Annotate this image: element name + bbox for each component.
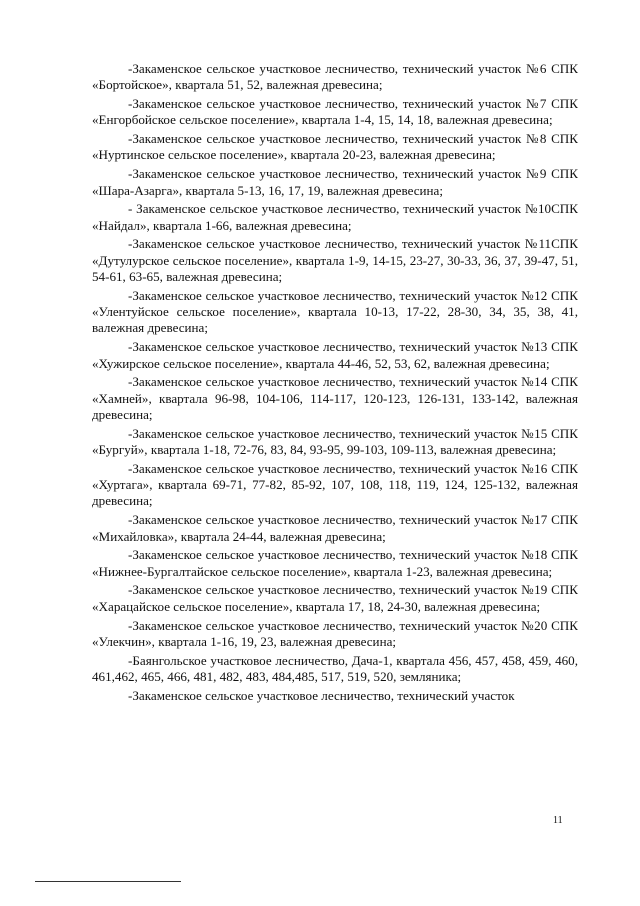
paragraph: -Закаменское сельское участковое лесничество, технический участок №15 СПК «Бургуй», квартала 1-18, 72-76, 83, 84, 93-95, 99-103, 109-113, валежная древесина; [92, 425, 578, 458]
paragraph: -Закаменское сельское участковое лесничество, технический участок №6 СПК «Бортойское», квартала 51, 52, валежная древесина; [92, 61, 578, 93]
paragraph: - Закаменское сельское участковое лесничество, технический участок №10СПК «Найдал», квартала 1-66, валежная древесина; [92, 201, 578, 233]
paragraph: -Баянгольское участковое лесничество, Дача-1, квартала 456, 457, 458, 459, 460, 461,462, 465, 466, 481, 482, 483, 484,485, 517, 519, 520, земляника; [92, 652, 578, 684]
paragraph: -Закаменское сельское участковое лесничество, технический участок [128, 687, 515, 703]
page-number: 11 [553, 815, 563, 826]
paragraph: -Закаменское сельское участковое лесничество, технический участок №19 СПК «Харацайское сельское поселение», квартала 17, 18, 24-30, валежная древесина; [92, 582, 578, 614]
paragraph: -Закаменское сельское участковое лесничество, технический участок №8 СПК «Нуртинское сельское поселение», квартала 20-23, валежная древесина; [92, 131, 578, 163]
paragraph: -Закаменское сельское участковое лесничество, технический участок №7 СПК «Енгорбойское сельское поселение», квартала 1-4, 15, 14, 18, валежная древесина; [92, 96, 578, 128]
paragraph: -Закаменское сельское участковое лесничество, технический участок №9 СПК «Шара-Азарга», квартала 5-13, 16, 17, 19, валежная древесина; [92, 166, 578, 198]
paragraph: -Закаменское сельское участковое лесничество, технический участок №14 СПК «Хамней», квартала 96-98, 104-106, 114-117, 120-123, 126-131, 133-142, валежная древесина; [92, 374, 578, 422]
document-body [92, 61, 578, 706]
paragraph: -Закаменское сельское участковое лесничество, технический участок №18 СПК «Нижнее-Бургалтайское сельское поселение», квартала 1-23, валежная древесина; [92, 547, 578, 579]
footer-rule [35, 881, 181, 882]
paragraph: -Закаменское сельское участковое лесничество, технический участок №13 СПК «Хужирское сельское поселение», квартала 44-46, 52, 53, 62, валежная древесина; [92, 339, 578, 371]
paragraph: -Закаменское сельское участковое лесничество, технический участок №16 СПК «Хуртага», квартала 69-71, 77-82, 85-92, 107, 108, 118, 119, 124, 125-132, валежная древесина; [92, 460, 578, 509]
paragraph: -Закаменское сельское участковое лесничество, технический участок №20 СПК «Улекчин», квартала 1-16, 19, 23, валежная древесина; [92, 617, 578, 649]
paragraph: -Закаменское сельское участковое лесничество, технический участок №17 СПК «Михайловка», квартала 24-44, валежная древесина; [92, 512, 578, 544]
paragraph: -Закаменское сельское участковое лесничество, технический участок №11СПК «Дутулурское сельское поселение», квартала 1-9, 14-15, 23-27, 30-33, 36, 37, 39-47, 51, 54-61, 63-65, валежная древесина; [92, 236, 578, 285]
paragraph: -Закаменское сельское участковое лесничество, технический участок №12 СПК «Улентуйское сельское поселение», квартала 10-13, 17-22, 28-30, 34, 35, 38, 41, валежная древесина; [92, 287, 578, 336]
